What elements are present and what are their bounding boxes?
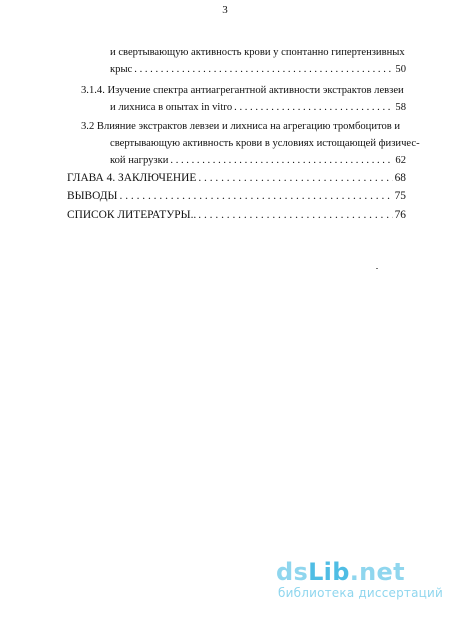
toc-page-number: 68 (394, 172, 406, 184)
toc-page-number: 76 (394, 209, 406, 221)
toc-entry-3-2-line3[interactable] (110, 154, 406, 167)
toc-entry-label: ГЛАВА 4. ЗАКЛЮЧЕНИЕ (67, 172, 197, 184)
toc-entry-3-2-line2: свертывающую активность крови в условиях истощающей физичес- (110, 138, 420, 149)
dot-leader (198, 209, 392, 222)
toc-entry-3-1-4-line1: 3.1.4. Изучение спектра антиагрегантной активности экстрактов левзеи (81, 85, 404, 96)
toc-entry-chapter-4[interactable] (67, 172, 406, 185)
toc-page-number: 75 (394, 190, 406, 202)
dslib-watermark (276, 558, 446, 600)
toc-page-number: 50 (395, 64, 406, 75)
toc-entry-conclusions[interactable] (67, 190, 406, 203)
dot-leader (198, 172, 392, 185)
dslib-logo: dsLib.net (276, 558, 405, 586)
dot-leader (120, 190, 393, 203)
toc-entry-label: ВЫВОДЫ (67, 190, 118, 202)
page-number: 3 (222, 4, 228, 16)
scan-speck (376, 268, 378, 269)
toc-entry-3-2-line1: 3.2 Влияние экстрактов левзеи и лихниса на агрегацию тромбоцитов и (81, 121, 401, 132)
toc-entry-3-1-3-line1: и свертывающую активность крови у спонтанно гипертензивных (110, 47, 405, 58)
toc-entry-3-1-3-line2[interactable] (110, 63, 406, 76)
toc-entry-label: кой нагрузки (110, 155, 169, 166)
toc-page-number: 62 (395, 155, 406, 166)
dot-leader (234, 101, 393, 114)
toc-entry-label: и лихниса в опытах in vitro (110, 102, 233, 113)
dot-leader (170, 154, 393, 167)
toc-page-number: 58 (395, 102, 406, 113)
toc-entry-label: СПИСОК ЛИТЕРАТУРЫ.. (67, 209, 197, 221)
dot-leader (134, 63, 393, 76)
dslib-subtitle: библиотека диссертаций (278, 586, 443, 600)
toc-entry-label: крыс (110, 64, 133, 75)
toc-entry-bibliography[interactable] (67, 209, 406, 222)
toc-entry-3-1-4-line2[interactable] (110, 101, 406, 114)
